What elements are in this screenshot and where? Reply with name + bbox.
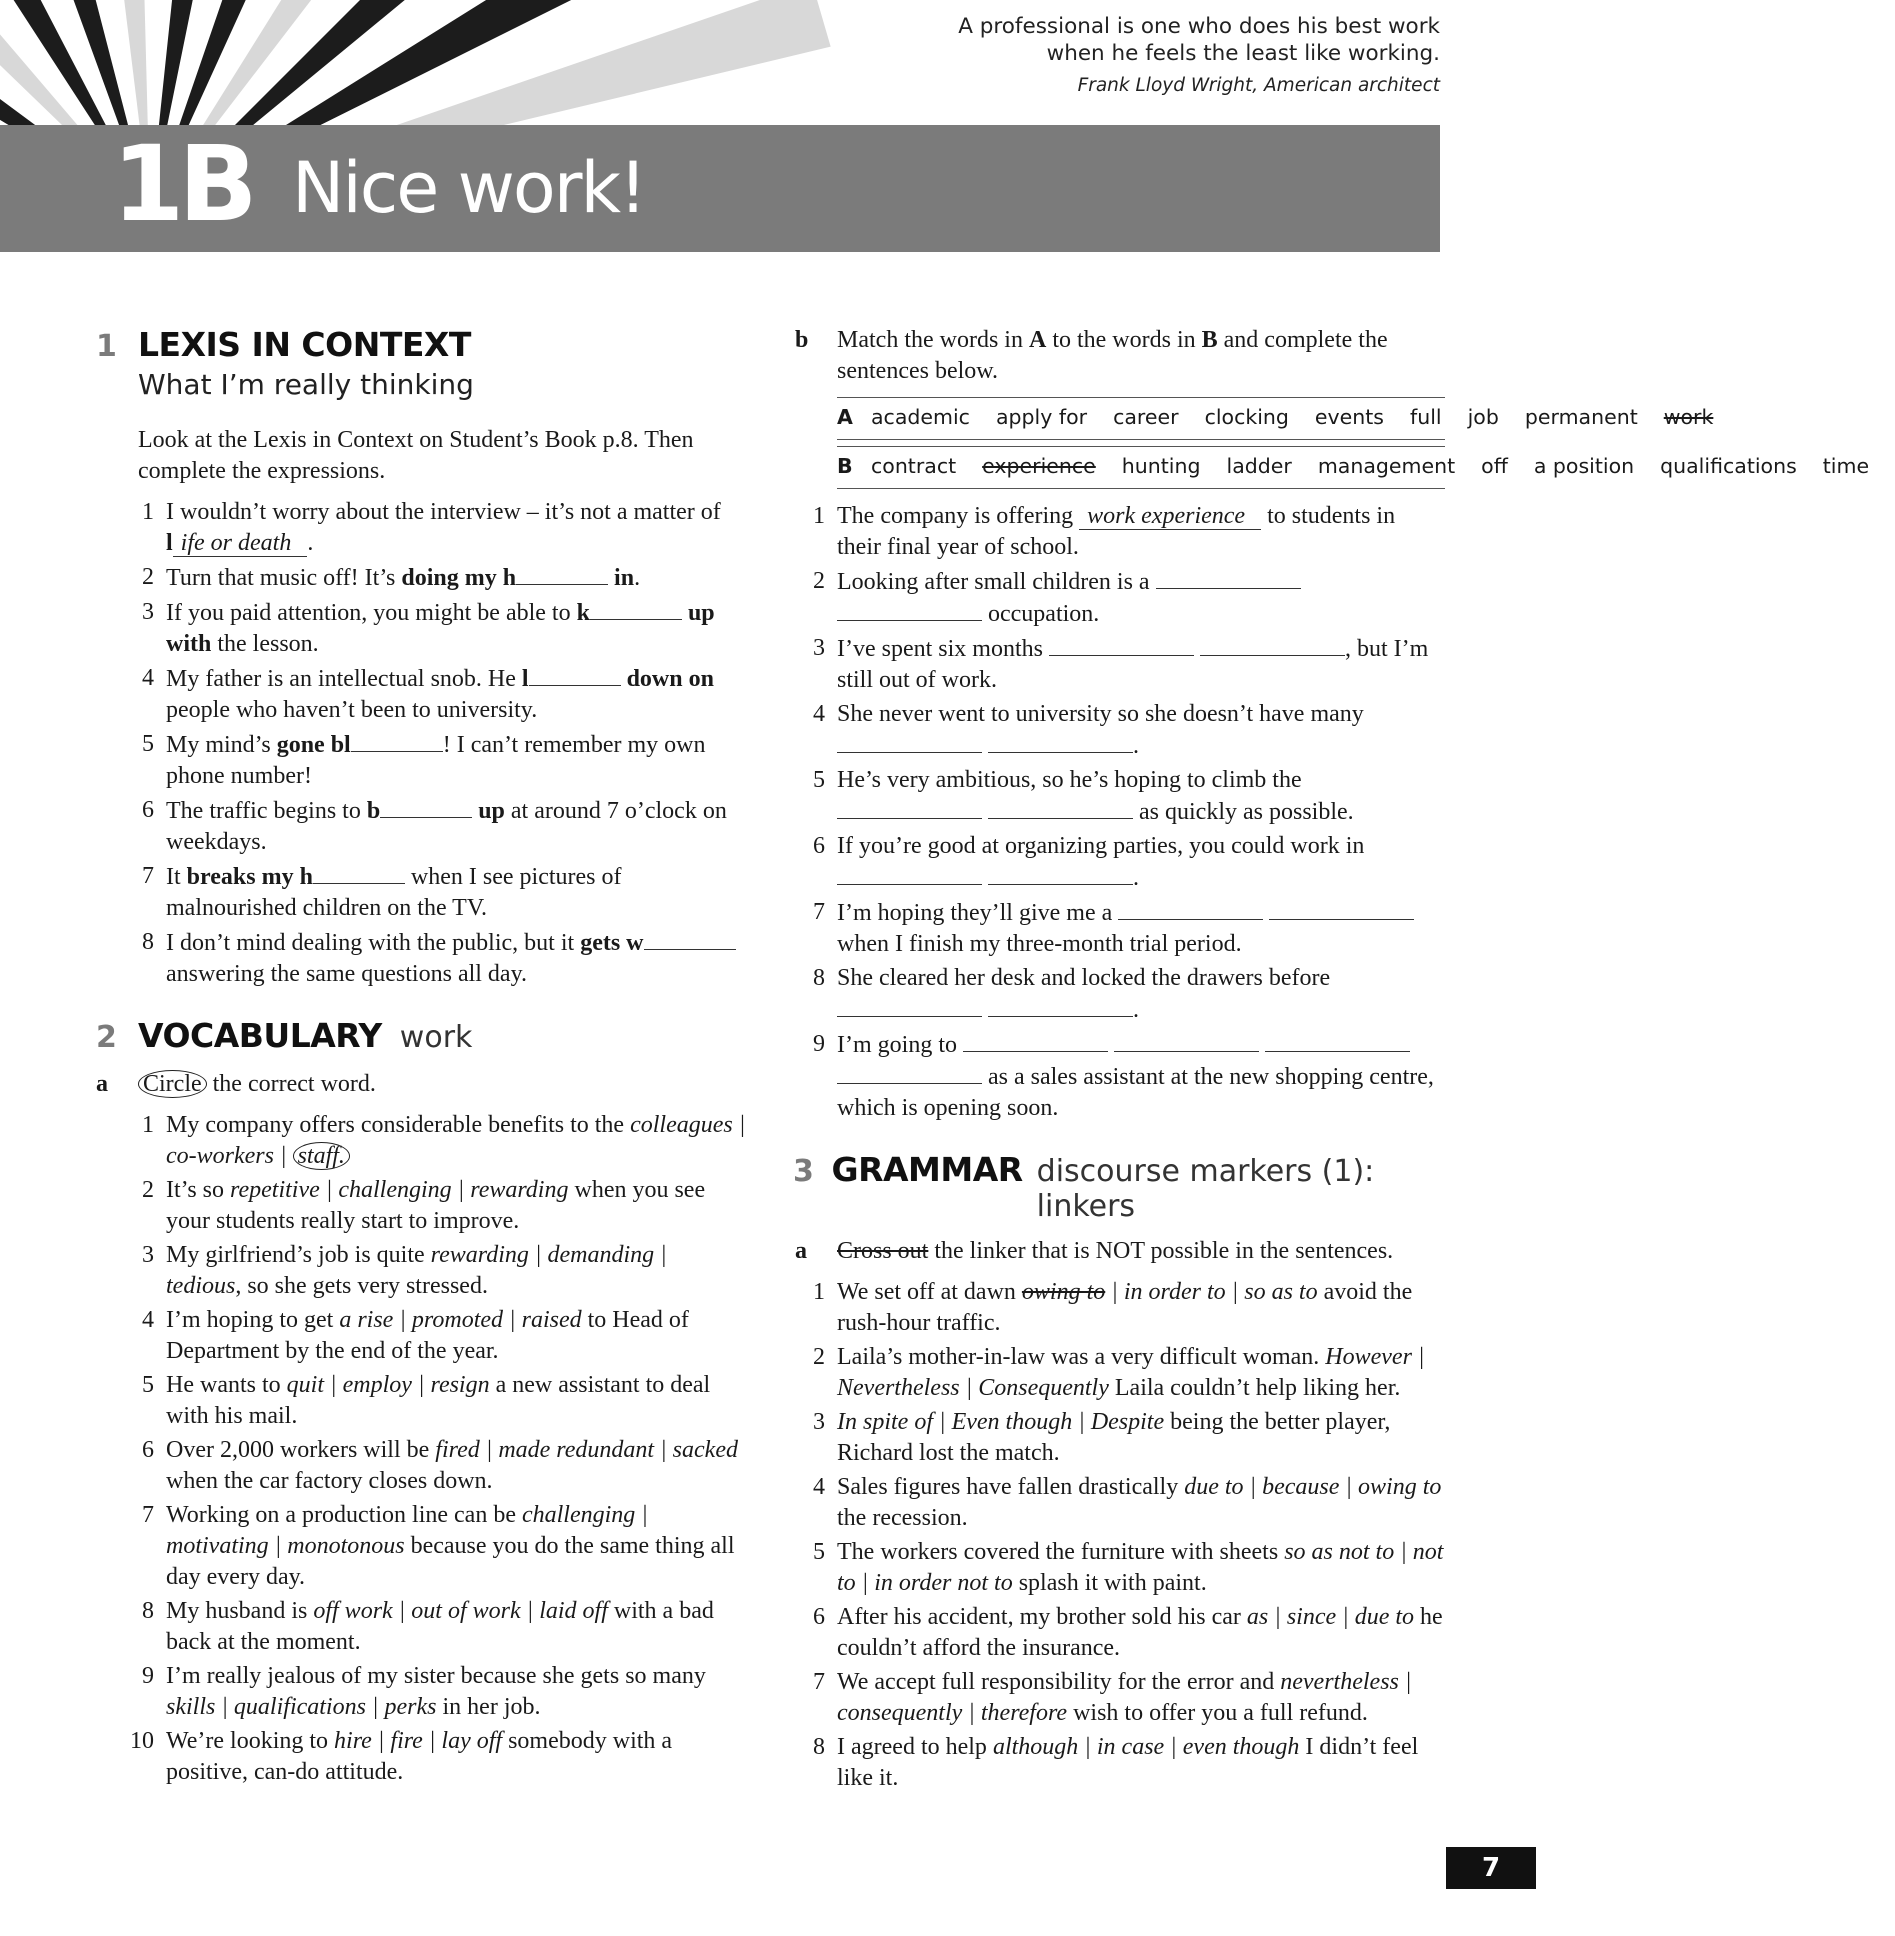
item-prefix: I agreed to help bbox=[837, 1734, 993, 1760]
bold-cue: up bbox=[478, 798, 505, 824]
answer-blank[interactable] bbox=[963, 1029, 1108, 1052]
answer-blank[interactable] bbox=[837, 730, 982, 753]
item-suffix: as a sales assistant at the new shopping centre, which is opening soon. bbox=[837, 1064, 1434, 1121]
section-number: 1 bbox=[96, 329, 117, 364]
exercise-item bbox=[795, 501, 1445, 563]
item-suffix: . bbox=[634, 565, 641, 591]
item-text bbox=[837, 1472, 1445, 1534]
exercise-item bbox=[795, 699, 1445, 762]
exercise-item bbox=[96, 861, 746, 924]
item-number: 8 bbox=[813, 965, 825, 991]
item-number: 6 bbox=[142, 1437, 154, 1463]
answer-blank[interactable] bbox=[837, 598, 982, 621]
item-prefix: We’re looking to bbox=[166, 1728, 335, 1754]
answer-blank[interactable] bbox=[1118, 897, 1263, 920]
exercise-item bbox=[96, 927, 746, 990]
item-text bbox=[166, 562, 746, 594]
item-prefix: It bbox=[166, 864, 187, 890]
item-suffix: the recession. bbox=[837, 1505, 968, 1531]
exercise-item bbox=[795, 1277, 1445, 1339]
quote-author: Frank Lloyd Wright, American architect bbox=[1077, 75, 1440, 96]
part-a-instructions bbox=[96, 1069, 746, 1100]
bold-cue: gone bl bbox=[276, 732, 351, 758]
item-suffix: Laila couldn’t help liking her. bbox=[1108, 1375, 1401, 1401]
section-title: LEXIS IN CONTEXT bbox=[138, 325, 471, 364]
item-text bbox=[166, 1500, 746, 1593]
item-suffix: avoid the rush-hour traffic. bbox=[837, 1279, 1413, 1336]
part-b-instructions bbox=[795, 325, 1445, 387]
item-number: 6 bbox=[813, 1604, 825, 1630]
linker-options: due to | because | owing to bbox=[1184, 1474, 1442, 1500]
word-box-word: qualifications bbox=[1660, 454, 1797, 478]
exercise-item bbox=[795, 633, 1445, 696]
answer-blank[interactable] bbox=[988, 994, 1133, 1017]
exercise-item bbox=[96, 1500, 746, 1593]
item-suffix: with a bad back at the moment. bbox=[166, 1598, 714, 1655]
item-text bbox=[837, 566, 1445, 630]
section-subtitle: discourse markers (1): linkers bbox=[1036, 1154, 1375, 1224]
word-box-word: a position bbox=[1533, 454, 1635, 478]
section-2a-exercise-list bbox=[96, 1110, 746, 1788]
item-number: 7 bbox=[813, 899, 825, 925]
bold-cue: in bbox=[614, 565, 635, 591]
answer-blank[interactable] bbox=[644, 927, 736, 950]
item-number: 9 bbox=[142, 1663, 154, 1689]
answer-blank[interactable] bbox=[1200, 633, 1345, 656]
part-a-instructions bbox=[795, 1236, 1445, 1267]
item-number: 2 bbox=[813, 568, 825, 594]
item-prefix: My company offers considerable benefits to the bbox=[166, 1112, 631, 1138]
item-number: 5 bbox=[142, 1372, 154, 1398]
item-prefix: Sales figures have fallen drastically bbox=[837, 1474, 1185, 1500]
item-prefix: It’s so bbox=[166, 1177, 231, 1203]
item-text bbox=[837, 831, 1445, 894]
item-text bbox=[837, 765, 1445, 828]
item-suffix: somebody with a positive, can-do attitude. bbox=[166, 1728, 673, 1785]
item-text bbox=[166, 1175, 746, 1237]
item-prefix: Turn that music off! It’s bbox=[166, 565, 402, 591]
right-column bbox=[793, 325, 1870, 1797]
example-answer: work experience bbox=[1079, 503, 1261, 530]
exercise-item bbox=[96, 1726, 746, 1788]
section-3a-exercise-list bbox=[795, 1277, 1445, 1794]
section-title: GRAMMAR bbox=[831, 1150, 1023, 1189]
item-suffix: I didn’t feel like it. bbox=[837, 1734, 1419, 1791]
answer-blank[interactable] bbox=[988, 730, 1133, 753]
answer-blank[interactable] bbox=[1265, 1029, 1410, 1052]
bold-cue: b bbox=[366, 798, 381, 824]
word-box-word: hunting bbox=[1121, 454, 1201, 478]
item-number: 3 bbox=[813, 635, 825, 661]
section-3-heading bbox=[793, 1150, 1445, 1224]
item-prefix: Over 2,000 workers will be bbox=[166, 1437, 436, 1463]
item-suffix: at around 7 o’clock on weekdays. bbox=[166, 798, 727, 855]
item-suffix: wish to offer you a full refund. bbox=[1067, 1700, 1368, 1726]
word-box-word: academic bbox=[871, 405, 970, 429]
bold-cue: gets w bbox=[580, 930, 644, 956]
item-prefix: I’m going to bbox=[837, 1032, 963, 1058]
item-number: 1 bbox=[813, 1279, 825, 1305]
page-header bbox=[0, 0, 1536, 260]
word-box-words bbox=[871, 453, 1895, 480]
struck-option: owing to bbox=[1021, 1279, 1106, 1305]
page-number: 7 bbox=[1446, 1847, 1536, 1889]
item-prefix: She cleared her desk and locked the drawers before bbox=[837, 965, 1331, 991]
exercise-item bbox=[96, 1110, 746, 1172]
circled-word: Circle bbox=[138, 1070, 207, 1098]
item-number: 5 bbox=[813, 767, 825, 793]
item-number: 8 bbox=[142, 929, 154, 955]
exercise-item bbox=[96, 1661, 746, 1723]
item-suffix: . bbox=[1133, 733, 1139, 759]
item-text bbox=[166, 861, 746, 924]
word-box-word: contract bbox=[871, 454, 957, 478]
item-number: 10 bbox=[130, 1728, 154, 1754]
exercise-item bbox=[795, 1342, 1445, 1404]
bold-cue: up with bbox=[166, 600, 715, 657]
item-prefix: If you’re good at organizing parties, you could work in bbox=[837, 833, 1365, 859]
word-options: off work | out of work | laid off bbox=[313, 1598, 608, 1624]
item-text bbox=[837, 501, 1445, 563]
quote-line-2: when he feels the least like working. bbox=[1046, 41, 1440, 66]
linker-options: so as not to | not to | in order not to bbox=[837, 1539, 1444, 1596]
item-text bbox=[166, 1370, 746, 1432]
exercise-item bbox=[96, 1175, 746, 1237]
item-suffix: he couldn’t afford the insurance. bbox=[837, 1604, 1443, 1661]
struck-word: Cross out bbox=[837, 1238, 929, 1264]
item-number: 6 bbox=[813, 833, 825, 859]
exercise-item bbox=[795, 1537, 1445, 1599]
item-suffix: splash it with paint. bbox=[1012, 1570, 1207, 1596]
bold-cue: k bbox=[576, 600, 590, 626]
item-suffix: . bbox=[307, 530, 314, 556]
linker-options: However | Nevertheless | Consequently bbox=[837, 1344, 1425, 1401]
word-box-a bbox=[837, 397, 1714, 440]
answer-blank[interactable] bbox=[1114, 1029, 1259, 1052]
item-suffix: a new assistant to deal with his mail. bbox=[166, 1372, 711, 1429]
bold-cue: l bbox=[166, 530, 173, 556]
item-suffix: when you see your students really start to improve. bbox=[166, 1177, 706, 1234]
bold-cue: l bbox=[521, 666, 529, 692]
exercise-item bbox=[795, 1732, 1445, 1794]
item-prefix: Laila’s mother-in-law was a very difficult woman. bbox=[837, 1344, 1326, 1370]
item-text bbox=[166, 1661, 746, 1723]
answer-blank[interactable] bbox=[313, 861, 405, 884]
part-letter: b bbox=[795, 327, 809, 353]
word-box-word: time bbox=[1822, 454, 1870, 478]
answer-blank[interactable] bbox=[529, 663, 621, 686]
item-number: 4 bbox=[813, 701, 825, 727]
item-number: 6 bbox=[142, 797, 154, 823]
word-box-label: A bbox=[837, 405, 853, 429]
item-suffix: when I see pictures of malnourished children on the TV. bbox=[166, 864, 622, 921]
item-prefix: I’m hoping they’ll give me a bbox=[837, 900, 1119, 926]
item-prefix: My girlfriend’s job is quite bbox=[166, 1242, 431, 1268]
linker-options: nevertheless | consequently | therefore bbox=[837, 1669, 1412, 1726]
bold-cue: down on bbox=[626, 666, 714, 692]
item-suffix: , so she gets very stressed. bbox=[235, 1273, 488, 1299]
item-text bbox=[166, 795, 746, 858]
item-suffix: . bbox=[1133, 865, 1139, 891]
answer-blank[interactable] bbox=[837, 862, 982, 885]
item-text bbox=[837, 699, 1445, 762]
item-text bbox=[837, 963, 1445, 1026]
item-prefix: If you paid attention, you might be able to bbox=[166, 600, 577, 626]
item-prefix: I’ve spent six months bbox=[837, 636, 1049, 662]
item-text bbox=[837, 1537, 1445, 1599]
bold-cue: breaks my h bbox=[186, 864, 313, 890]
item-number: 2 bbox=[813, 1344, 825, 1370]
section-subtitle: work bbox=[399, 1020, 473, 1055]
exercise-item bbox=[795, 831, 1445, 894]
item-prefix: He wants to bbox=[166, 1372, 287, 1398]
exercise-item bbox=[795, 1472, 1445, 1534]
exercise-item bbox=[795, 1602, 1445, 1664]
left-column bbox=[96, 325, 746, 1791]
exercise-item bbox=[795, 1407, 1445, 1469]
answer-blank[interactable] bbox=[988, 862, 1133, 885]
answer-blank[interactable] bbox=[837, 994, 982, 1017]
item-number: 3 bbox=[813, 1409, 825, 1435]
unit-number: 1B bbox=[112, 123, 252, 245]
item-prefix: The workers covered the furniture with sheets bbox=[837, 1539, 1285, 1565]
quote-line-1: A professional is one who does his best work bbox=[958, 14, 1440, 39]
item-prefix: I don’t mind dealing with the public, but it bbox=[166, 930, 581, 956]
item-number: 2 bbox=[142, 564, 154, 590]
exercise-item bbox=[96, 1305, 746, 1367]
exercise-item bbox=[795, 963, 1445, 1026]
section-1-exercise-list bbox=[96, 497, 746, 990]
word-options: colleagues | co-workers | bbox=[166, 1112, 746, 1169]
word-options: a rise | promoted | raised bbox=[339, 1307, 582, 1333]
item-text bbox=[166, 1435, 746, 1497]
part-letter: a bbox=[96, 1071, 108, 1097]
word-options: skills | qualifications | perks bbox=[166, 1694, 437, 1720]
item-text bbox=[166, 1596, 746, 1658]
word-box-word: apply for bbox=[995, 405, 1088, 429]
exercise-item bbox=[96, 663, 746, 726]
item-number: 2 bbox=[142, 1177, 154, 1203]
item-text bbox=[837, 1029, 1445, 1124]
item-text bbox=[166, 497, 746, 559]
section-1-instructions: Look at the Lexis in Context on Student’s Book p.8. Then complete the expressions. bbox=[138, 427, 694, 484]
exercise-item bbox=[96, 1435, 746, 1497]
part-letter: a bbox=[795, 1238, 807, 1264]
item-prefix: I’m really jealous of my sister because she gets so many bbox=[166, 1663, 706, 1689]
item-suffix: as quickly as possible. bbox=[1133, 799, 1354, 825]
exercise-item bbox=[96, 597, 746, 660]
linker-options: although | in case | even though bbox=[992, 1734, 1300, 1760]
item-prefix: My husband is bbox=[166, 1598, 314, 1624]
item-number: 5 bbox=[813, 1539, 825, 1565]
linker-options: In spite of | Even though | Despite bbox=[837, 1409, 1165, 1435]
answer-blank[interactable] bbox=[516, 562, 608, 585]
word-box-word: off bbox=[1481, 454, 1508, 478]
exercise-item bbox=[96, 1370, 746, 1432]
item-number: 1 bbox=[142, 1112, 154, 1138]
item-suffix: when the car factory closes down. bbox=[166, 1468, 493, 1494]
item-number: 7 bbox=[142, 1502, 154, 1528]
item-number: 8 bbox=[142, 1598, 154, 1624]
item-prefix: My father is an intellectual snob. He bbox=[166, 666, 522, 692]
struck-word: work bbox=[1663, 405, 1714, 429]
item-prefix: He’s very ambitious, so he’s hoping to climb the bbox=[837, 767, 1302, 793]
item-suffix: because you do the same thing all day every day. bbox=[166, 1533, 735, 1590]
word-box-word: ladder bbox=[1226, 454, 1292, 478]
item-number: 8 bbox=[813, 1734, 825, 1760]
item-text bbox=[166, 1726, 746, 1788]
item-text bbox=[166, 927, 746, 990]
word-options: rewarding | demanding | tedious bbox=[166, 1242, 667, 1299]
answer-blank[interactable] bbox=[837, 1061, 982, 1084]
section-2-heading bbox=[96, 1016, 746, 1055]
item-number: 1 bbox=[142, 499, 154, 525]
linker-options: as | since | due to bbox=[1246, 1604, 1415, 1630]
exercise-item bbox=[795, 765, 1445, 828]
section-subtitle: What I’m really thinking bbox=[138, 368, 474, 401]
exercise-item bbox=[795, 1029, 1445, 1124]
item-prefix: My mind’s bbox=[166, 732, 277, 758]
item-number: 5 bbox=[142, 731, 154, 757]
item-suffix: to Head of Department by the end of the year. bbox=[166, 1307, 689, 1364]
answer-blank[interactable] bbox=[1049, 633, 1194, 656]
word-box-word: permanent bbox=[1524, 405, 1638, 429]
item-text bbox=[837, 1277, 1445, 1339]
word-box-word: clocking bbox=[1204, 405, 1289, 429]
item-prefix: She never went to university so she doesn’t have many bbox=[837, 701, 1364, 727]
item-text bbox=[166, 597, 746, 660]
word-options: fired | made redundant | sacked bbox=[435, 1437, 738, 1463]
word-options: repetitive | challenging | rewarding bbox=[230, 1177, 569, 1203]
item-prefix: The company is offering bbox=[837, 503, 1080, 529]
section-title: VOCABULARY bbox=[138, 1016, 382, 1055]
item-suffix: answering the same questions all day. bbox=[166, 961, 528, 987]
item-number: 1 bbox=[813, 503, 825, 529]
unit-title: Nice work! bbox=[292, 147, 646, 229]
answer-blank[interactable] bbox=[1156, 566, 1301, 589]
exercise-item bbox=[96, 795, 746, 858]
exercise-item bbox=[96, 1240, 746, 1302]
item-number: 3 bbox=[142, 1242, 154, 1268]
item-text bbox=[837, 1667, 1445, 1729]
answer-blank[interactable] bbox=[351, 729, 443, 752]
item-text bbox=[837, 1407, 1445, 1469]
instruction-text: the correct word. bbox=[206, 1071, 376, 1097]
exercise-item bbox=[795, 897, 1445, 960]
item-suffix: being the better player, Richard lost the match. bbox=[837, 1409, 1391, 1466]
word-box-word: job bbox=[1467, 405, 1499, 429]
item-prefix: The traffic begins to bbox=[166, 798, 367, 824]
section-2b-exercise-list bbox=[795, 501, 1445, 1124]
struck-word: experience bbox=[982, 454, 1096, 478]
item-text bbox=[837, 1732, 1445, 1794]
epigraph-quote bbox=[958, 13, 1440, 99]
word-box-word: events bbox=[1314, 405, 1384, 429]
example-answer: ife or death bbox=[173, 530, 308, 557]
item-suffix: occupation. bbox=[982, 601, 1100, 627]
word-options: hire | fire | lay off bbox=[334, 1728, 503, 1754]
section-number: 3 bbox=[793, 1154, 814, 1189]
word-options: challenging | motivating | monotonous bbox=[166, 1502, 648, 1559]
item-suffix: , but I’m still out of work. bbox=[837, 636, 1429, 693]
word-box-b bbox=[837, 446, 1870, 489]
item-text bbox=[166, 663, 746, 726]
item-text bbox=[166, 1305, 746, 1367]
exercise-item bbox=[795, 1667, 1445, 1729]
item-prefix: After his accident, my brother sold his car bbox=[837, 1604, 1247, 1630]
section-1-heading bbox=[96, 325, 746, 364]
exercise-item bbox=[96, 1596, 746, 1658]
word-box-label: B bbox=[837, 454, 853, 478]
bold-cue: doing my h bbox=[401, 565, 517, 591]
item-prefix: I wouldn’t worry about the interview – it’s not a matter of bbox=[166, 499, 721, 525]
word-box-words bbox=[871, 404, 1739, 431]
item-number: 7 bbox=[142, 863, 154, 889]
instruction-text: and complete the sentences below. bbox=[837, 327, 1388, 384]
item-prefix: We set off at dawn bbox=[837, 1279, 1022, 1305]
item-number: 9 bbox=[813, 1031, 825, 1057]
answer-blank[interactable] bbox=[837, 796, 982, 819]
item-suffix: people who haven’t been to university. bbox=[166, 697, 538, 723]
answer-blank[interactable] bbox=[590, 597, 682, 620]
item-suffix: . bbox=[1133, 997, 1139, 1023]
exercise-item bbox=[795, 566, 1445, 630]
linker-options: | in order to | so as to bbox=[1105, 1279, 1318, 1305]
box-ref-a: A bbox=[1028, 327, 1047, 353]
item-suffix: in her job. bbox=[436, 1694, 541, 1720]
item-prefix: Looking after small children is a bbox=[837, 569, 1156, 595]
box-ref-b: B bbox=[1201, 327, 1218, 353]
item-prefix: We accept full responsibility for the error and bbox=[837, 1669, 1281, 1695]
exercise-item bbox=[96, 729, 746, 792]
item-suffix: when I finish my three-month trial period. bbox=[837, 931, 1242, 957]
exercise-item bbox=[96, 562, 746, 594]
item-number: 4 bbox=[142, 1307, 154, 1333]
item-number: 4 bbox=[813, 1474, 825, 1500]
item-suffix: ! I can’t remember my own phone number! bbox=[166, 732, 706, 789]
answer-blank[interactable] bbox=[988, 796, 1133, 819]
answer-blank[interactable] bbox=[1269, 897, 1414, 920]
instruction-text: to the words in bbox=[1046, 327, 1202, 353]
exercise-item bbox=[96, 497, 746, 559]
item-text bbox=[166, 1110, 746, 1172]
instruction-text: Match the words in bbox=[837, 327, 1029, 353]
item-text bbox=[837, 897, 1445, 960]
item-suffix: the lesson. bbox=[211, 631, 319, 657]
instruction-text: the linker that is NOT possible in the sentences. bbox=[928, 1238, 1394, 1264]
word-box-word: full bbox=[1410, 405, 1442, 429]
section-number: 2 bbox=[96, 1020, 117, 1055]
word-box-word: career bbox=[1113, 405, 1179, 429]
item-text bbox=[837, 633, 1445, 696]
answer-blank[interactable] bbox=[380, 795, 472, 818]
word-options: quit | employ | resign bbox=[286, 1372, 490, 1398]
item-number: 7 bbox=[813, 1669, 825, 1695]
item-prefix: Working on a production line can be bbox=[166, 1502, 522, 1528]
word-box-word: management bbox=[1317, 454, 1456, 478]
circled-answer: staff. bbox=[293, 1142, 350, 1170]
item-text bbox=[837, 1342, 1445, 1404]
item-number: 3 bbox=[142, 599, 154, 625]
item-text bbox=[837, 1602, 1445, 1664]
item-text bbox=[166, 1240, 746, 1302]
item-prefix: I’m hoping to get bbox=[166, 1307, 340, 1333]
item-suffix: to students in their final year of school. bbox=[837, 503, 1396, 560]
item-number: 4 bbox=[142, 665, 154, 691]
item-text bbox=[166, 729, 746, 792]
